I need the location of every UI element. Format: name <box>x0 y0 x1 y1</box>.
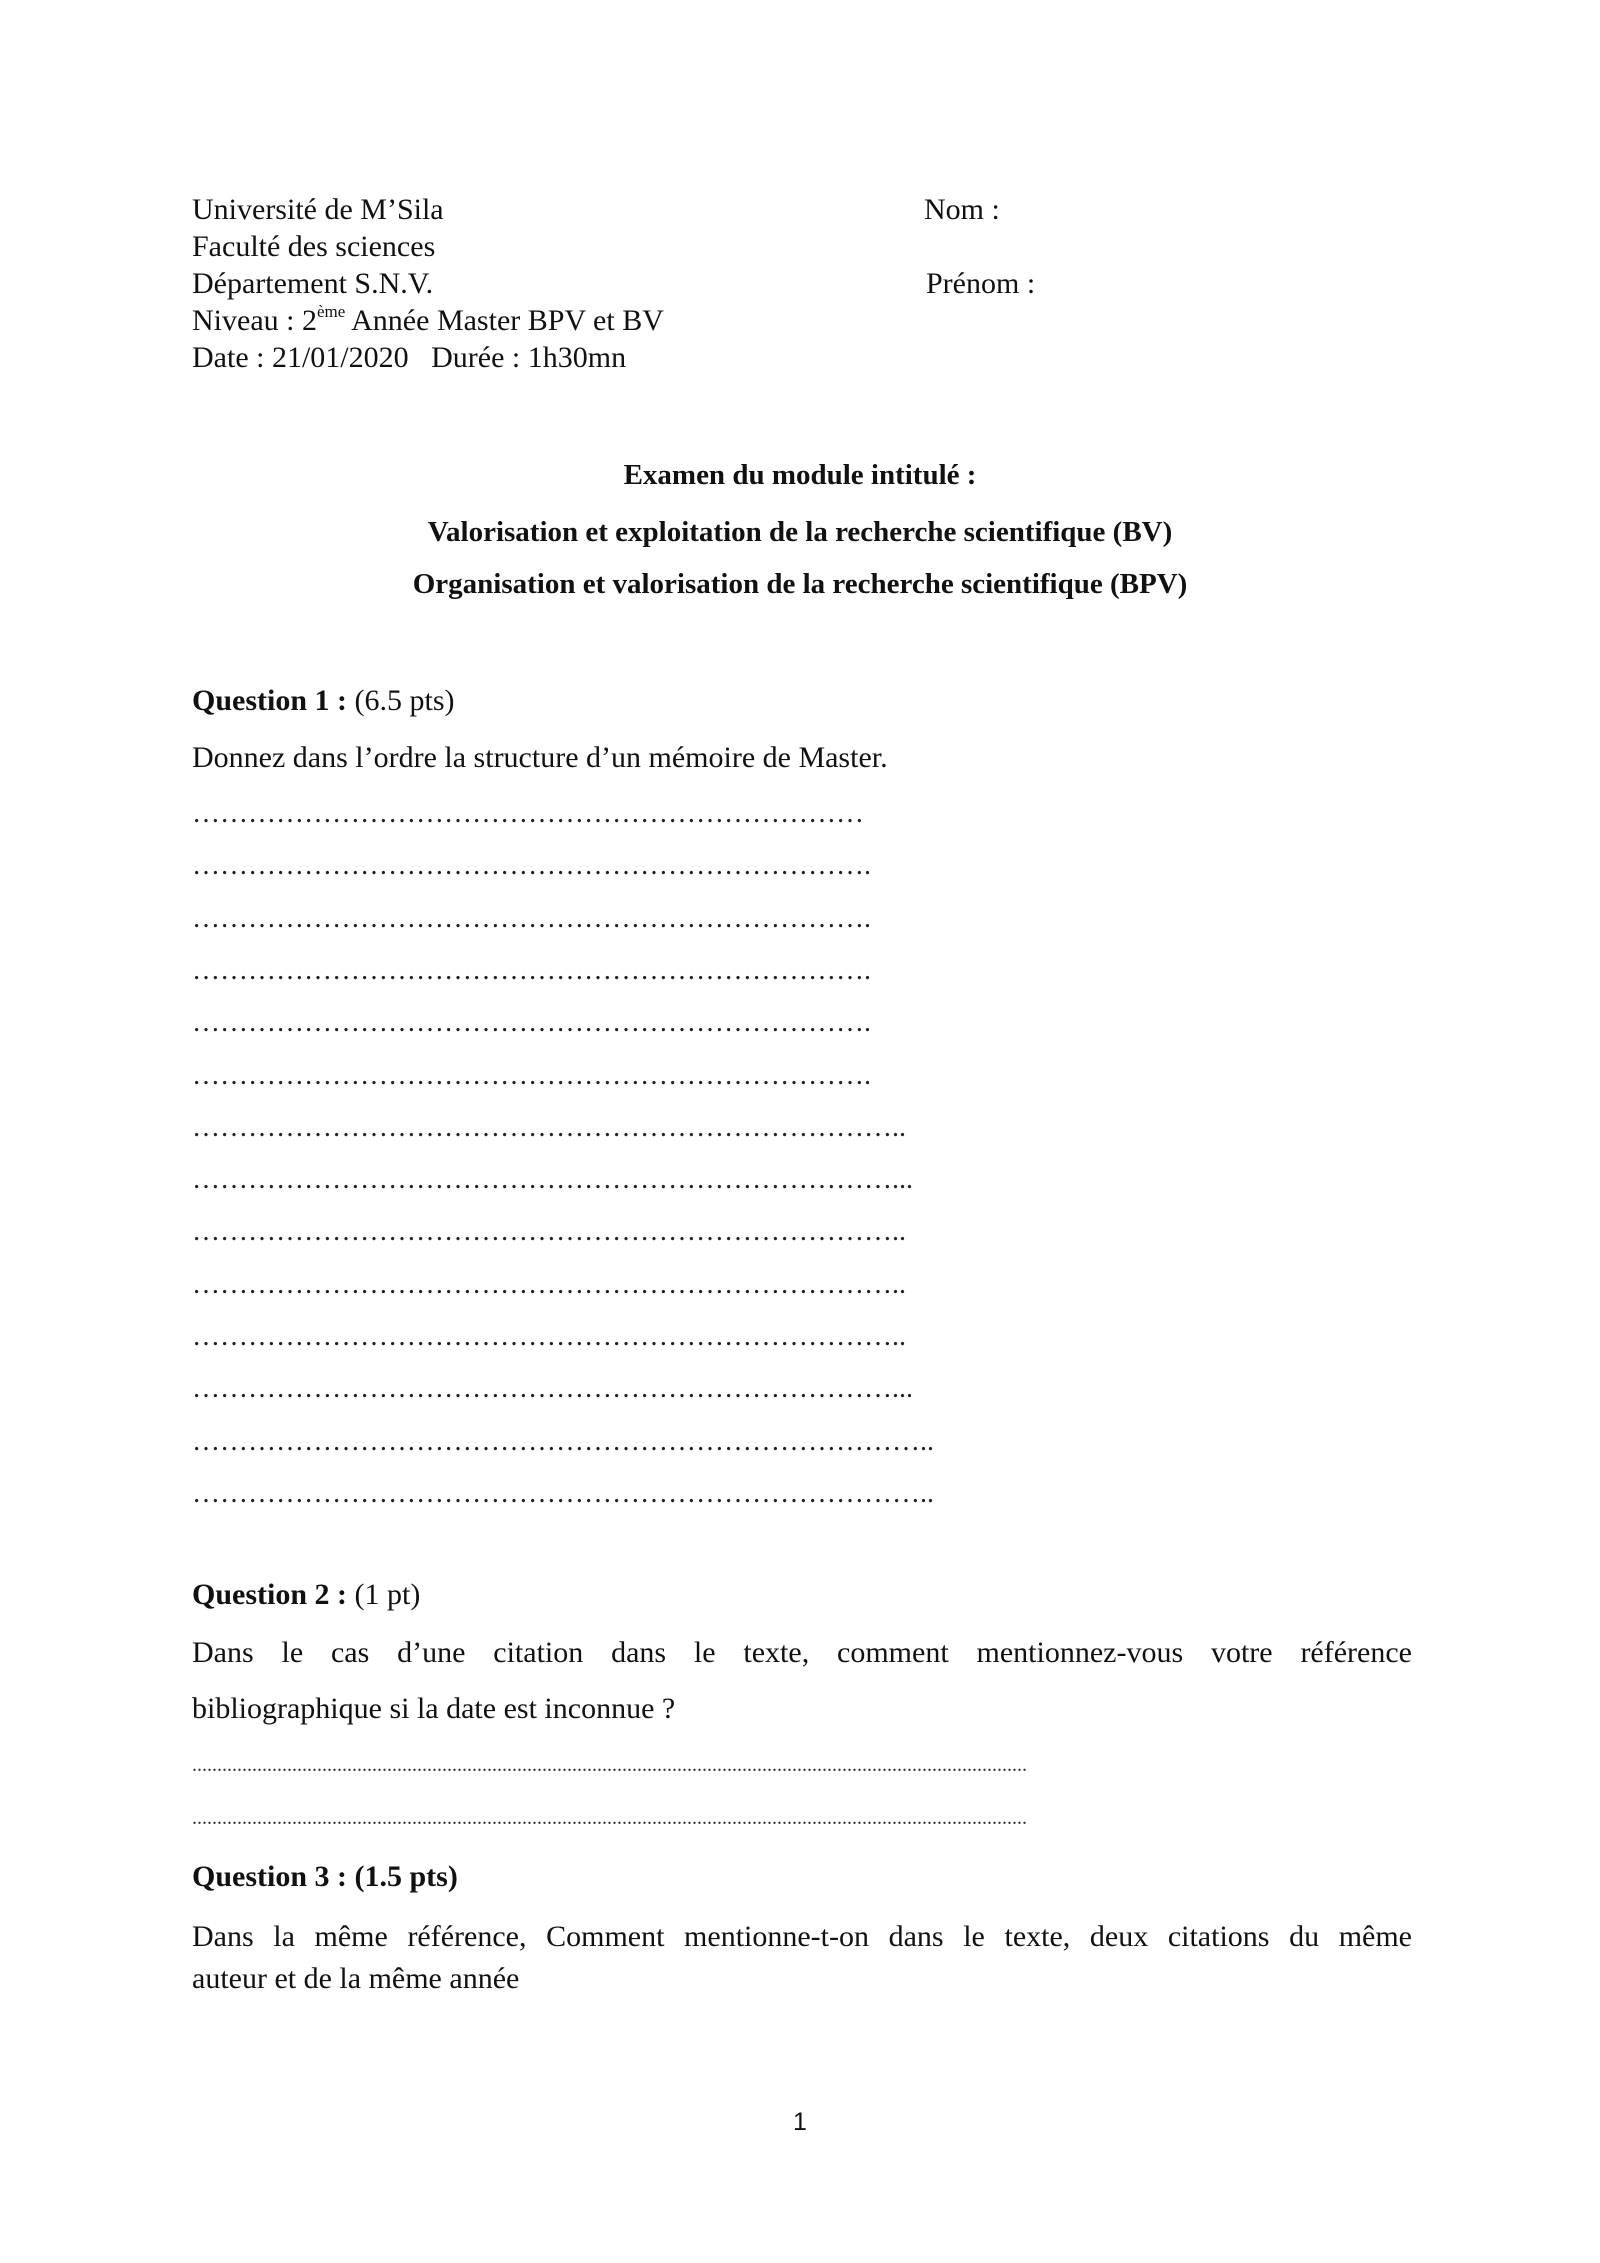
level-line: Niveau : 2ème Année Master BPV et BV <box>192 302 664 337</box>
prenom-label: Prénom : <box>926 267 1036 300</box>
level-superscript: ème <box>316 302 346 321</box>
question-1-answer-line[interactable]: ………………………………………………………………….. <box>192 1216 906 1247</box>
question-3-text-continued: auteur et de la même année <box>192 1962 520 1995</box>
question-1-answer-line[interactable]: ………………………………………………………………….. <box>192 1321 906 1352</box>
question-1-answer-line[interactable]: ………………………………………………………………. <box>192 955 871 986</box>
question-3-text: Dans la même référence, Comment mentionne-t-on dans le texte, deux citations du même <box>192 1920 1412 1953</box>
nom-label: Nom : <box>924 193 1000 226</box>
question-1-answer-line[interactable]: …………………………………………………………………... <box>192 1164 913 1195</box>
question-1-answer-line[interactable]: ………………………………………………………………….. <box>192 1112 906 1143</box>
question-1-answer-line[interactable]: ………………………………………………………………….. <box>192 1269 906 1300</box>
question-1-answer-line[interactable]: …………………………………………………………………….. <box>192 1426 934 1457</box>
exam-title-line1: Examen du module intitulé : <box>623 459 977 491</box>
question-1-answer-line[interactable]: ………………………………………………………………. <box>192 850 871 881</box>
question-1-heading: Question 1 : (6.5 pts) <box>192 684 455 717</box>
exam-title-line2: Valorisation et exploitation de la recherche scientifique (BV) <box>427 516 1173 548</box>
question-1-answer-line[interactable]: ………………………………………………………………. <box>192 903 871 934</box>
date-duration-line: Date : 21/01/2020 Durée : 1h30mn <box>192 341 627 374</box>
page-number: 1 <box>793 2108 807 2136</box>
faculty-name: Faculté des sciences <box>192 230 436 263</box>
question-1-answer-line[interactable]: ………………………………………………………………. <box>192 1060 871 1091</box>
question-1-answer-line[interactable]: …………………………………………………………………... <box>192 1373 913 1404</box>
question-2-heading: Question 2 : (1 pt) <box>192 1578 421 1611</box>
header-institution-block <box>192 191 832 376</box>
question-2-text-continued: bibliographique si la date est inconnue ? <box>192 1692 676 1725</box>
question-2-answer-line[interactable]: ....................................................................................................................................................................... <box>192 1807 1027 1829</box>
question-3-heading: Question 3 : (1.5 pts) <box>192 1860 458 1893</box>
question-1-answer-line[interactable]: ……………………………………………………………… <box>192 798 864 829</box>
department-name: Département S.N.V. <box>192 267 434 300</box>
question-1-text: Donnez dans l’ordre la structure d’un mémoire de Master. <box>192 741 888 774</box>
exam-title-line3: Organisation et valorisation de la recherche scientifique (BPV) <box>412 568 1188 600</box>
university-name: Université de M’Sila <box>192 193 444 226</box>
question-1-answer-line[interactable]: …………………………………………………………………….. <box>192 1478 934 1509</box>
question-2-text: Dans le cas d’une citation dans le texte, comment mentionnez-vous votre référence <box>192 1636 1412 1669</box>
question-2-answer-line[interactable]: ....................................................................................................................................................................... <box>192 1754 1027 1776</box>
question-1-answer-line[interactable]: ………………………………………………………………. <box>192 1007 871 1038</box>
